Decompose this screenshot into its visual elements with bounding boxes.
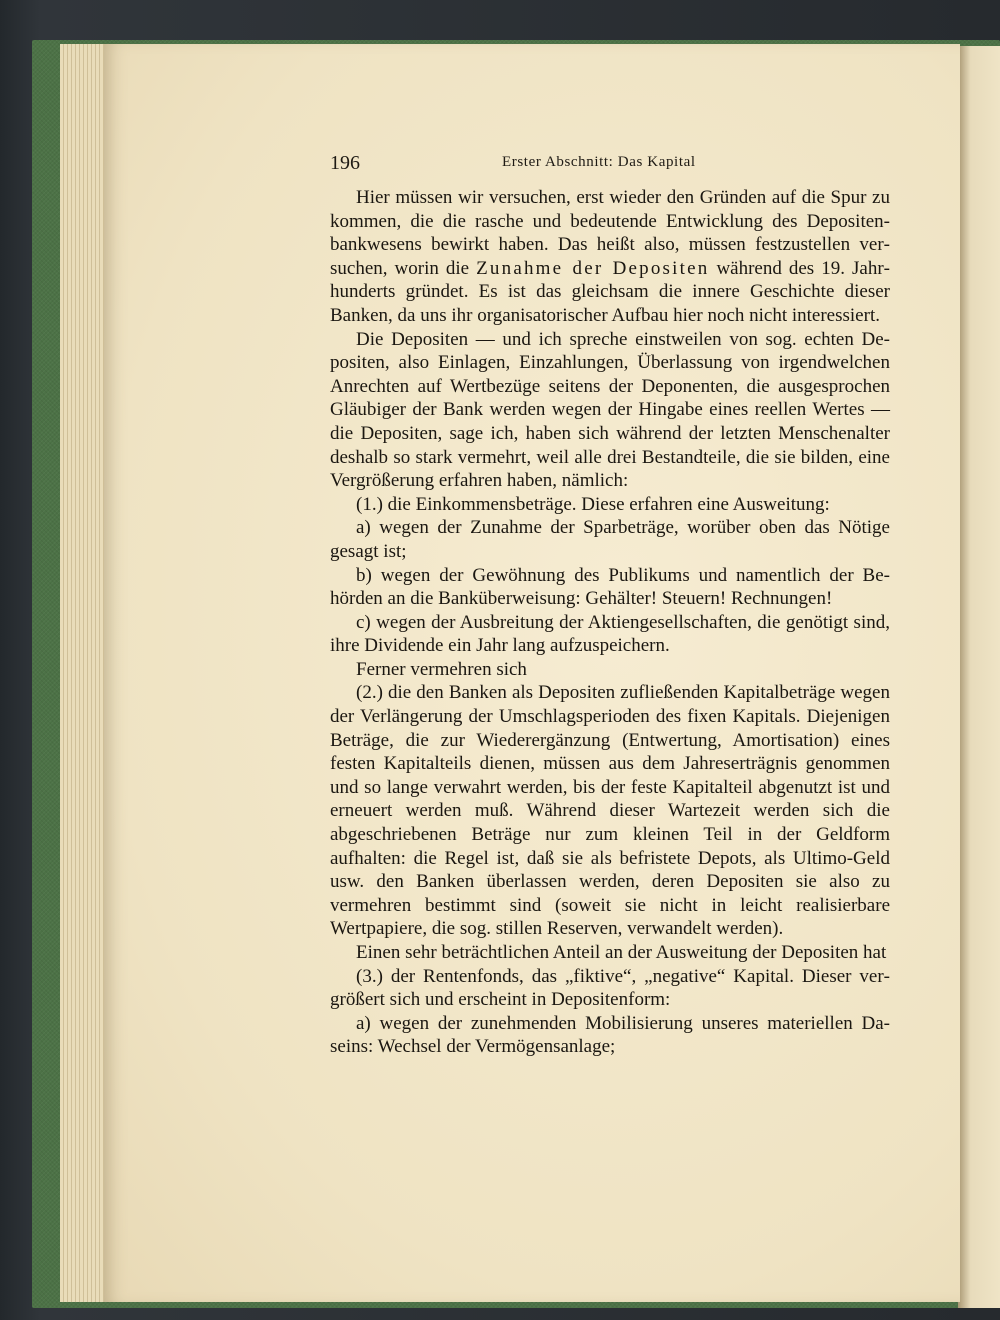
paragraph-4: a) wegen der Zunahme der Sparbeträge, worüber oben das Nötige gesagt ist; (330, 517, 890, 562)
body-text (330, 186, 890, 1059)
paragraph-9: Einen sehr beträchtlichen Anteil an der Ausweitung der Depositen hat (356, 942, 887, 963)
page-header (330, 150, 890, 180)
paragraph-5: b) wegen der Gewöhnung des Publikums und namentlich der Behörden an die Banküberweisung: Gehälter! Steuern! Rechnungen! (330, 564, 890, 610)
facing-page-edge (958, 46, 1000, 1308)
paragraph-6: c) wegen der Ausbreitung der Aktiengesellschaften, die genötigt sind, ihre Dividende ein Jahr lang aufzuspeichern. (330, 611, 890, 657)
paragraph-7: Ferner vermehren sich (356, 658, 527, 680)
running-head: Erster Abschnitt: Das Kapital (502, 154, 696, 170)
paragraph-1-part-c: während des 19. Jahrhunderts gründet. Es ist das gleichsam die innere Geschichte dieser Banken, da uns ihr organisatorischer Aufbau hier noch nicht interessiert. (330, 257, 890, 326)
paragraph-8: (2.) die den Banken als Depositen zufließenden Kapitalbeträge wegen der Verlängerung der Umschlagsperioden des fixen Kapitals. Diejenigen Beträge, die zur Wiederergänzung (Entwertung, Amortisation) eines festen Kapitalteils dienen, müssen aus dem Jahreserträgnis genommen und so lange verwahrt werden, bis der feste Kapitalteil abgenutzt ist und erneuert werden muß. Während dieser Wartezeit werden sich die abgeschriebenen Beträge nur zum kleinen Teil in der Geldform aufhalten: die Regel ist, daß sie als befristete Depots, als Ultimo-Geld usw. den Banken überlassen werden, deren Depositen sie also zu vermehren bestimmt sind (soweit sie nicht in leicht realisierbare Wertpapiere, die sog. stillen Reserven, verwandelt werden). (330, 682, 890, 940)
paragraph-1-part-a: Hier müssen wir versuchen, erst wieder den Gründen auf die Spur zu kommen, die die rasche und bedeutende Entwicklung des Depositenbankwesens bewirkt haben. Das heißt also, müssen festzustellen versuchen, worin die (330, 187, 890, 279)
paragraph-11: a) wegen der zunehmenden Mobilisierung unseres materiellen Daseins: Wechsel der Vermögensanlage; (330, 1012, 890, 1058)
paragraph-1 (330, 186, 890, 328)
paragraph-10: (3.) der Rentenfonds, das „fiktive“, „negative“ Kapital. Dieser vergrößert sich und erscheint in Depositenform: (330, 965, 890, 1011)
paragraph-2: Die Depositen — und ich spreche einstweilen von sog. echten Depositen, also Einlagen, Einzahlungen, Überlassung von irgendwelchen Anrechten auf Wertbezüge seitens der Deponenten, die ausgesprochen Gläubiger der Bank werden wegen der Hingabe eines reellen Wertes — die Depositen, sage ich, haben sich während der letzten Menschenalter deshalb so stark vermehrt, weil alle drei Bestandteile, die sie bilden, eine Vergrößerung erfahren haben, nämlich: (330, 328, 890, 492)
emphasis-zunahme: Zunahme der Depositen (476, 257, 710, 279)
page-number: 196 (330, 152, 360, 174)
paragraph-3: (1.) die Einkommensbeträge. Diese erfahren eine Ausweitung: (356, 493, 830, 515)
